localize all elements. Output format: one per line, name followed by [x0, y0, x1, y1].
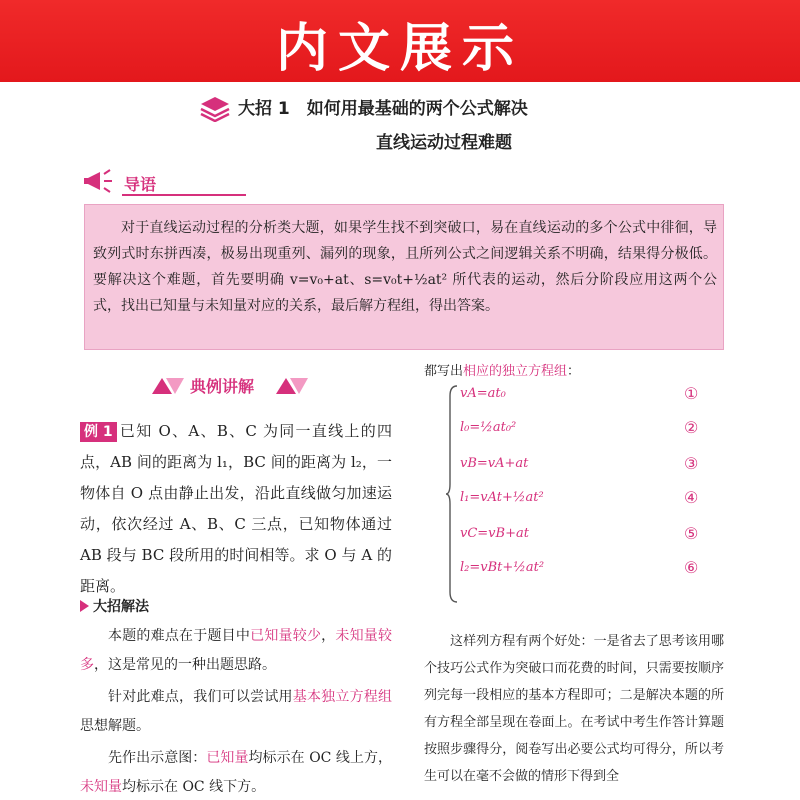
guide-heading	[82, 166, 722, 196]
example-text	[80, 416, 392, 602]
example-badge: 例 1	[80, 422, 117, 442]
chapter-title-line2: 直线运动过程难题	[376, 133, 512, 153]
equation-row: vA=at₀ ①	[460, 384, 699, 403]
left-brace-icon	[446, 384, 458, 604]
section-label: 典例讲解	[190, 377, 255, 396]
method-body	[80, 622, 392, 800]
megaphone-icon	[82, 166, 120, 196]
guide-text: 对于直线运动过程的分析类大题，如果学生找不到突破口，易在直线运动的多个公式中徘徊，导致列式时东拼西凑，极易出现重列、漏列的现象，且所列公式之间逻辑关系不明确，结果得分极低。要解决这个难题，首先要明确 v=v₀+at、s=v₀t+½at² 所代表的运动，然后分阶段应用这两个公式，找出已知量与未知量对应的关系，最后解方程组，得出答案。	[93, 220, 717, 314]
equations-explanation: 这样列方程有两个好处：一是省去了思考该用哪个技巧公式作为突破口而花费的时间，只需要按顺序列完每一段相应的基本方程即可；二是解决本题的所有方程全部呈现在卷面上。在考试中考生作答计算题按照步骤得分，阅卷写出必要公式均可得分，所以考生可以在毫不会做的情形下得到全	[424, 634, 724, 784]
layers-icon	[200, 96, 230, 122]
method-paragraph: 先作出示意图：已知量均标示在 OC 线上方，未知量均标示在 OC 线下方。	[80, 750, 393, 795]
method-heading	[80, 596, 149, 616]
guide-box	[84, 204, 724, 350]
example-block	[80, 416, 392, 602]
method-paragraph: 针对此难点，我们可以尝试用基本独立方程组思想解题。	[80, 689, 393, 734]
triangle-decor-icon	[274, 376, 310, 396]
triangle-decor-icon	[150, 376, 186, 396]
method-heading-label: 大招解法	[93, 599, 149, 615]
equation-row: l₁=vAt+½at² ④	[460, 488, 699, 507]
equation-row: l₂=vBt+½at² ⑥	[460, 558, 699, 577]
equation-row: vC=vB+at ⑤	[460, 524, 699, 543]
equations-intro: 都写出相应的独立方程组：	[424, 364, 581, 379]
arrow-right-icon	[80, 600, 89, 612]
banner-title: 内文展示	[275, 19, 524, 79]
header-banner	[0, 0, 800, 82]
method-paragraph: 本题的难点在于题目中已知量较少，未知量较多，这是常见的一种出题思路。	[80, 628, 393, 673]
guide-label: 导语	[124, 175, 157, 194]
chapter-title-line1: 大招 1 如何用最基础的两个公式解决	[238, 99, 528, 119]
guide-underline	[122, 194, 246, 196]
section-heading	[150, 372, 310, 398]
equation-row: vB=vA+at ③	[460, 454, 699, 473]
example-body: 已知 O、A、B、C 为同一直线上的四点，AB 间的距离为 l₁，BC 间的距离为 l₂，一物体自 O 点由静止出发，沿此直线做匀加速运动，依次经过 A、B、C 三点，已知物体通过 AB 段与 BC 段所用的时间相等。求 O 与 A 的距离。	[80, 422, 392, 595]
equation-row: l₀=½at₀² ②	[460, 418, 699, 437]
